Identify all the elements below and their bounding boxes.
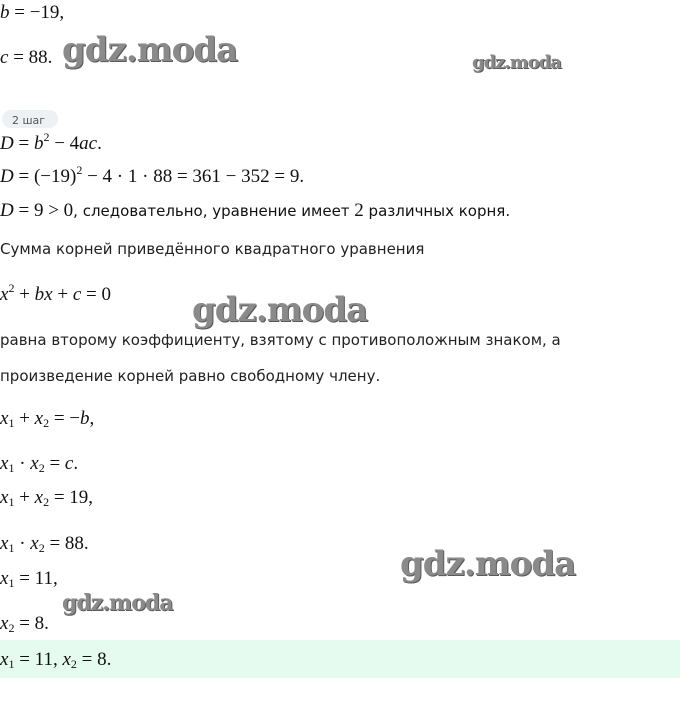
answer-line: $x_1 = 11$, $x_2 = 8$. <box>0 649 112 671</box>
discriminant-calculation: $D = (-19)^2 - 4 \cdot 1 \cdot 88 = 361 - 352 = 9$. <box>0 163 305 187</box>
vieta-product-value: $x_1 \cdot x_2 = 88$. <box>0 533 89 555</box>
root-1: $x_1 = 11$, <box>0 568 58 590</box>
vieta-text-2: равна второму коэффициенту, взятому с противоположным знаком, а <box>0 331 561 349</box>
b-value-line: b = −19, <box>0 2 65 23</box>
root-2: $x_2 = 8$. <box>0 613 49 635</box>
watermark: gdz.moda <box>400 544 576 584</box>
discriminant-formula: $D = b^2 - 4ac$. <box>0 130 102 154</box>
roots-count: 2 <box>354 200 364 221</box>
vieta-sum-value: $x_1 + x_2 = 19$, <box>0 487 94 509</box>
watermark: gdz.moda <box>62 30 238 70</box>
watermark: gdz.moda <box>192 290 368 330</box>
vieta-text-1: Сумма корней приведённого квадратного уравнения <box>0 240 425 258</box>
conclusion-text: , следовательно, уравнение имеет <box>73 202 350 220</box>
vieta-sum-general: $x_1 + x_2 = -b$, <box>0 408 95 430</box>
roots-phrase: различных корня. <box>368 202 511 220</box>
step-label: 2 шаг <box>2 110 58 128</box>
vieta-product-general: $x_1 \cdot x_2 = c$. <box>0 453 79 475</box>
watermark: gdz.moda <box>62 590 173 616</box>
watermark: gdz.moda <box>472 52 561 73</box>
quadratic-equation: $x^2$ + bx + c = 0 <box>0 281 111 305</box>
vieta-text-3: произведение корней равно свободному члену. <box>0 367 381 385</box>
c-value-line: c = 88. <box>0 47 53 68</box>
discriminant-conclusion-line: D = 9 > 0, следовательно, уравнение имеет 2 различных корня. <box>0 200 511 221</box>
